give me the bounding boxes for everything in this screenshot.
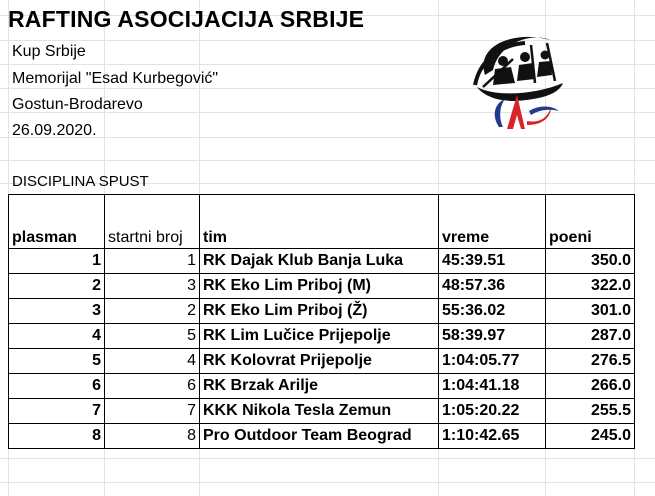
page-title: RAFTING ASOCIJACIJA SRBIJE [8, 6, 365, 32]
column-header-startni-broj[interactable]: startni broj [105, 195, 200, 249]
cell-poeni[interactable]: 245.0 [546, 424, 635, 449]
cell-vreme[interactable]: 1:10:42.65 [439, 424, 546, 449]
cell-tim[interactable]: RK Eko Lim Priboj (Ž) [200, 299, 439, 324]
cell-startni-broj[interactable]: 6 [105, 374, 200, 399]
cell-tim[interactable]: Pro Outdoor Team Beograd [200, 424, 439, 449]
cell-plasman[interactable]: 7 [9, 399, 105, 424]
table-row [9, 424, 635, 449]
cell-plasman[interactable]: 8 [9, 424, 105, 449]
competition-name: Kup Srbije [12, 43, 86, 60]
table-row [9, 374, 635, 399]
cell-tim[interactable]: RK Dajak Klub Banja Luka [200, 249, 439, 274]
column-header-plasman[interactable]: plasman [9, 195, 105, 249]
cell-poeni[interactable]: 255.5 [546, 399, 635, 424]
cell-poeni[interactable]: 350.0 [546, 249, 635, 274]
cell-vreme[interactable]: 48:57.36 [439, 274, 546, 299]
table-row [9, 399, 635, 424]
cell-startni-broj[interactable]: 5 [105, 324, 200, 349]
memorial-name: Memorijal "Esad Kurbegović" [12, 70, 219, 87]
cell-startni-broj[interactable]: 7 [105, 399, 200, 424]
cell-vreme[interactable]: 1:05:20.22 [439, 399, 546, 424]
cell-startni-broj[interactable]: 2 [105, 299, 200, 324]
cell-tim[interactable]: RK Brzak Arilje [200, 374, 439, 399]
table-row [9, 324, 635, 349]
cell-tim[interactable]: RK Eko Lim Priboj (M) [200, 274, 439, 299]
cell-plasman[interactable]: 5 [9, 349, 105, 374]
column-header-poeni[interactable]: poeni [546, 195, 635, 249]
cell-startni-broj[interactable]: 8 [105, 424, 200, 449]
cell-tim[interactable]: KKK Nikola Tesla Zemun [200, 399, 439, 424]
column-header-vreme[interactable]: vreme [439, 195, 546, 249]
cell-vreme[interactable]: 1:04:05.77 [439, 349, 546, 374]
table-row [9, 299, 635, 324]
cell-vreme[interactable]: 1:04:41.18 [439, 374, 546, 399]
cell-poeni[interactable]: 276.5 [546, 349, 635, 374]
cell-tim[interactable]: RK Lim Lučice Prijepolje [200, 324, 439, 349]
table-header-row [9, 195, 635, 249]
cell-plasman[interactable]: 6 [9, 374, 105, 399]
cell-plasman[interactable]: 3 [9, 299, 105, 324]
discipline-label: DISCIPLINA SPUST [12, 173, 149, 190]
cell-poeni[interactable]: 266.0 [546, 374, 635, 399]
cell-tim[interactable]: RK Kolovrat Prijepolje [200, 349, 439, 374]
location: Gostun-Brodarevo [12, 96, 143, 113]
cell-startni-broj[interactable]: 1 [105, 249, 200, 274]
cell-vreme[interactable]: 58:39.97 [439, 324, 546, 349]
cell-plasman[interactable]: 2 [9, 274, 105, 299]
cell-plasman[interactable]: 4 [9, 324, 105, 349]
results-table [8, 194, 635, 449]
cell-vreme[interactable]: 55:36.02 [439, 299, 546, 324]
column-header-tim[interactable]: tim [200, 195, 439, 249]
cell-poeni[interactable]: 287.0 [546, 324, 635, 349]
cell-startni-broj[interactable]: 4 [105, 349, 200, 374]
table-row [9, 349, 635, 374]
cell-vreme[interactable]: 45:39.51 [439, 249, 546, 274]
event-date: 26.09.2020. [12, 122, 97, 139]
table-row [9, 249, 635, 274]
cell-poeni[interactable]: 301.0 [546, 299, 635, 324]
rafting-association-logo [455, 25, 580, 135]
cell-poeni[interactable]: 322.0 [546, 274, 635, 299]
cell-startni-broj[interactable]: 3 [105, 274, 200, 299]
cell-plasman[interactable]: 1 [9, 249, 105, 274]
table-row [9, 274, 635, 299]
